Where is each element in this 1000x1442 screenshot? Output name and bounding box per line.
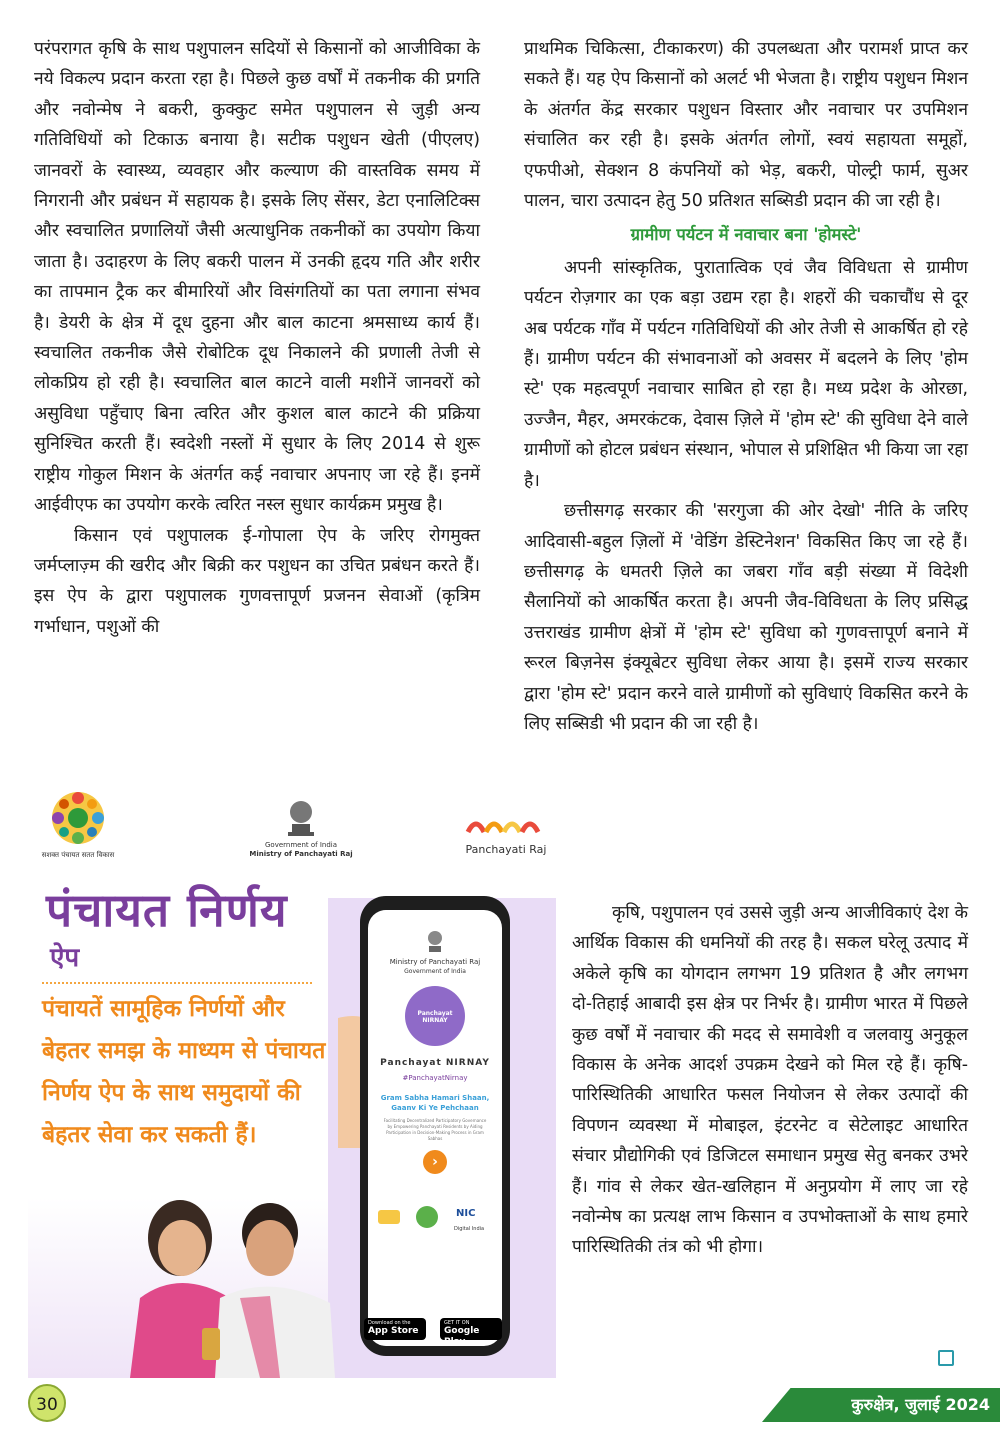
panchayat-nirnay-advertisement xyxy=(28,778,556,1378)
app-badge-text: Panchayat NIRNAY xyxy=(417,1010,453,1024)
paragraph-livestock-mission: प्राथमिक चिकित्सा, टीकाकरण) की उपलब्धता और परामर्श प्राप्त कर सकते हैं। यह ऐप किसानों को अलर्ट भी भेजता है। राष्ट्रीय पशुधन मिशन के अंतर्गत केंद्र सरकार पशुधन विस्तार और नवाचार पर उपमिशन संचालित कर रही है। इसके अंतर्गत लोगों, स्वयं सहायता समूहों, एफपीओ, सेक्शन 8 कंपनियों को भेड़, बकरी, पोल्ट्री फार्म, सुअर पालन, चारा उत्पादन हेतु 50 प्रतिशत सब्सिडी प्रदान की जा रही है। xyxy=(524,39,968,212)
google-play-top-text: GET IT ON xyxy=(444,1320,470,1326)
panchayati-raj-people-icon xyxy=(464,812,548,840)
app-store-top-text: Download on the xyxy=(368,1320,411,1326)
ad-title: पंचायत निर्णय xyxy=(46,883,288,937)
nic-logo: NIC xyxy=(456,1208,476,1219)
screen-tagline-1: Gram Sabha Hamari Shaan, xyxy=(380,1094,490,1102)
screen-gov: Government of India xyxy=(404,968,466,975)
ministry-caption: Ministry of Panchayati Raj xyxy=(249,850,353,858)
paragraph-rural-tourism: अपनी सांस्कृतिक, पुरातात्विक एवं जैव विविधता से ग्रामीण पर्यटन रोज़गार का एक बड़ा उद्यम रहा है। शहरों की चकाचौंध से दूर अब पर्यटक गाँव में पर्यटन गतिविधियों की ओर तेजी से आकर्षित हो रहे हैं। ग्रामीण पर्यटन की संभावनाओं को अवसर में बदलने के लिए 'होम स्टे' एक महत्वपूर्ण नवाचार साबित हो रहा है। मध्य प्रदेश के ओरछा, उज्जैन, मैहर, अमरकंटक, देवास ज़िले में 'होम स्टे' की सुविधा देने वाले ग्रामीणों को होटल प्रबंधन संस्थान, भोपाल से प्रशिक्षित भी किया जा रहा है। xyxy=(524,257,968,491)
ashoka-emblem-icon xyxy=(286,794,316,838)
digital-india-logo: Digital India xyxy=(454,1226,485,1232)
paragraph-e-gopala: किसान एवं पशुपालक ई-गोपाला ऐप के जरिए रोगमुक्त जर्मप्लाज़्म की खरीद और बिक्री कर पशुधन का उचित प्रबंधन करते हैं। इस ऐप के द्वारा पशुपालक गुणवत्तापूर्ण प्रजनन सेवाओं (कृत्रिम गर्भाधान, पशुओं की xyxy=(34,525,480,637)
paragraph-chhattisgarh: छत्तीसगढ़ सरकार की 'सरगुजा की ओर देखो' नीति के जरिए आदिवासी-बहुल ज़िलों में 'वेडिंग डेस्टिनेशन' विकसित किए जा रहे हैं। छत्तीसगढ़ के धमतरी ज़िले का जबरा गाँव बड़ी संख्या में विदेशी सैलानियों को आकर्षित करता है। अपनी जैव-विविधता के लिए प्रसिद्ध उत्तराखंड ग्रामीण क्षेत्रों में 'होम स्टे' सुविधा को गुणवत्तापूर्ण बनाने में रूरल बिज़नेस इंक्यूबेटर सुविधा लेकर आया है। इसमें राज्य सरकार द्वारा 'होम स्टे' प्रदान करने वाले ग्रामीणों को सुविधाएं विकसित करने के लिए सब्सिडी भी प्रदान की जा रही है। xyxy=(524,501,968,734)
screen-emblem-icon xyxy=(425,928,445,954)
couple-illustration xyxy=(120,1178,340,1378)
paragraph-livestock-tech: परंपरागत कृषि के साथ पशुपालन सदियों से किसानों को आजीविका के नये विकल्प प्रदान करता रहा है। पिछले कुछ वर्षों में तकनीक की प्रगति और नवोन्मेष ने बकरी, कुक्कुट समेत पशुपालन से जुड़ी अन्य गतिविधियों को टिकाऊ बनाया है। सटीक पशुधन खेती (पीएलए) जानवरों के स्वास्थ्य, व्यवहार और कल्याण की वास्तविक समय में निगरानी और प्रबंधन में सहायक है। इसके लिए सेंसर, डेटा एनालिटिक्स और स्वचालित प्रणालियों जैसी अत्याधुनिक तकनीकों का उपयोग किया जाता है। उदाहरण के लिए बकरी पालन में उनकी हृदय गति और शरीर का तापमान ट्रैक कर बीमारियों और विसंगतियों का पता लगाना संभव है। डेयरी के क्षेत्र में दूध दुहना और बाल काटना श्रमसाध्य कार्य हैं। स्वचालित तकनीक जैसे रोबोटिक दूध निकालने की प्रणाली तेजी से लोकप्रिय हो रही है। स्वचालित बाल काटने वाली मशीनें जानवरों को असुविधा पहुँचाए बिना त्वरित और कुशल बाल काटने की प्रक्रिया सुनिश्चित करती हैं। स्वदेशी नस्लों में सुधार के लिए 2014 से शुरू राष्ट्रीय गोकुल मिशन के अंतर्गत कई नवाचार अपनाए जा रहे हैं। इनमें आईवीएफ का उपयोग करके त्वरित नस्ल सुधार कार्यक्रम प्रमुख है। xyxy=(34,39,480,516)
brand-caption: Panchayati Raj xyxy=(465,843,547,856)
app-store-badge[interactable] xyxy=(364,1318,426,1340)
section-heading-homestay: ग्रामीण पर्यटन में नवाचार बना 'होमस्टे' xyxy=(630,225,862,245)
screen-description: Facilitating Decentralized Participatory Governance by Empowering Panchayati Residents by Aiding Participation in Decision-Making Process in Gram Sabhas xyxy=(383,1118,487,1141)
article-column-right-bottom xyxy=(572,898,968,1263)
screen-logo-2-icon xyxy=(416,1206,438,1228)
gov-caption: Government of India xyxy=(264,841,338,849)
ad-subtitle: ऐप xyxy=(50,943,80,973)
magazine-issue-label: कुरुक्षेत्र, जुलाई 2024 xyxy=(851,1395,990,1414)
screen-ministry: Ministry of Panchayati Raj xyxy=(389,958,481,966)
google-play-text: Google Play xyxy=(444,1326,480,1347)
app-store-text: App Store xyxy=(368,1326,419,1336)
phone-screen xyxy=(368,910,502,1346)
screen-hashtag: #PanchayatNirnay xyxy=(402,1074,468,1082)
panchayati-raj-logo xyxy=(458,812,554,857)
screen-app-name: Panchayat NIRNAY xyxy=(380,1058,490,1068)
screen-tagline-2: Gaanv Ki Ye Pehchaan xyxy=(391,1104,479,1112)
paragraph-agriculture-economy: कृषि, पशुपालन एवं उससे जुड़ी अन्य आजीविकाएं देश के आर्थिक विकास की धमनियों की तरह है। सकल घरेलू उत्पाद में अकेले कृषि का योगदान लगभग 19 प्रतिशत है और लगभग दो-तिहाई आबादी इस क्षेत्र पर निर्भर है। ग्रामीण भारत में पिछले कुछ वर्षों में नवाचार की मदद से समावेशी व जलवायु अनुकूल विकास के अनेक आदर्श उपक्रम देखने को मिल रहे हैं। कृषि-पारिस्थितिकी आधारित फसल नियोजन से लेकर उत्पादों की विपणन व्यवस्था में मोबाइल, इंटरनेट व सेटेलाइट आधारित संचार प्रौद्योगिकी एवं डिजिटल समाधान प्रमुख सेतु बनकर उभरे हैं। गांव से लेकर खेत-खलिहान में अनुप्रयोग में लाए जा रहे नवोन्मेष का प्रत्यक्ष लाभ किसान व उपभोक्ताओं के साथ हमारे पारिस्थितिकी तंत्र को भी होगा। xyxy=(572,903,968,1258)
article-column-right xyxy=(524,34,968,796)
ad-divider xyxy=(42,982,312,984)
next-arrow-button[interactable]: › xyxy=(423,1150,447,1174)
page-number: 30 xyxy=(28,1384,66,1422)
article-column-left xyxy=(34,34,480,642)
sashakt-panchayat-logo xyxy=(38,788,118,860)
article-end-square-icon xyxy=(938,1350,954,1366)
government-emblem xyxy=(246,794,356,859)
google-play-badge[interactable] xyxy=(440,1318,502,1347)
app-badge-circle xyxy=(405,986,465,1046)
logo-caption: सशक्त पंचायत सतत विकास xyxy=(41,851,115,859)
panchayat-emblem-icon xyxy=(48,788,108,848)
ad-body-text: पंचायतें सामूहिक निर्णयों और बेहतर समझ के माध्यम से पंचायत निर्णय ऐप के साथ समुदायों की बेहतर सेवा कर सकती हैं। xyxy=(42,996,326,1148)
screen-logo-1-icon xyxy=(378,1210,400,1224)
